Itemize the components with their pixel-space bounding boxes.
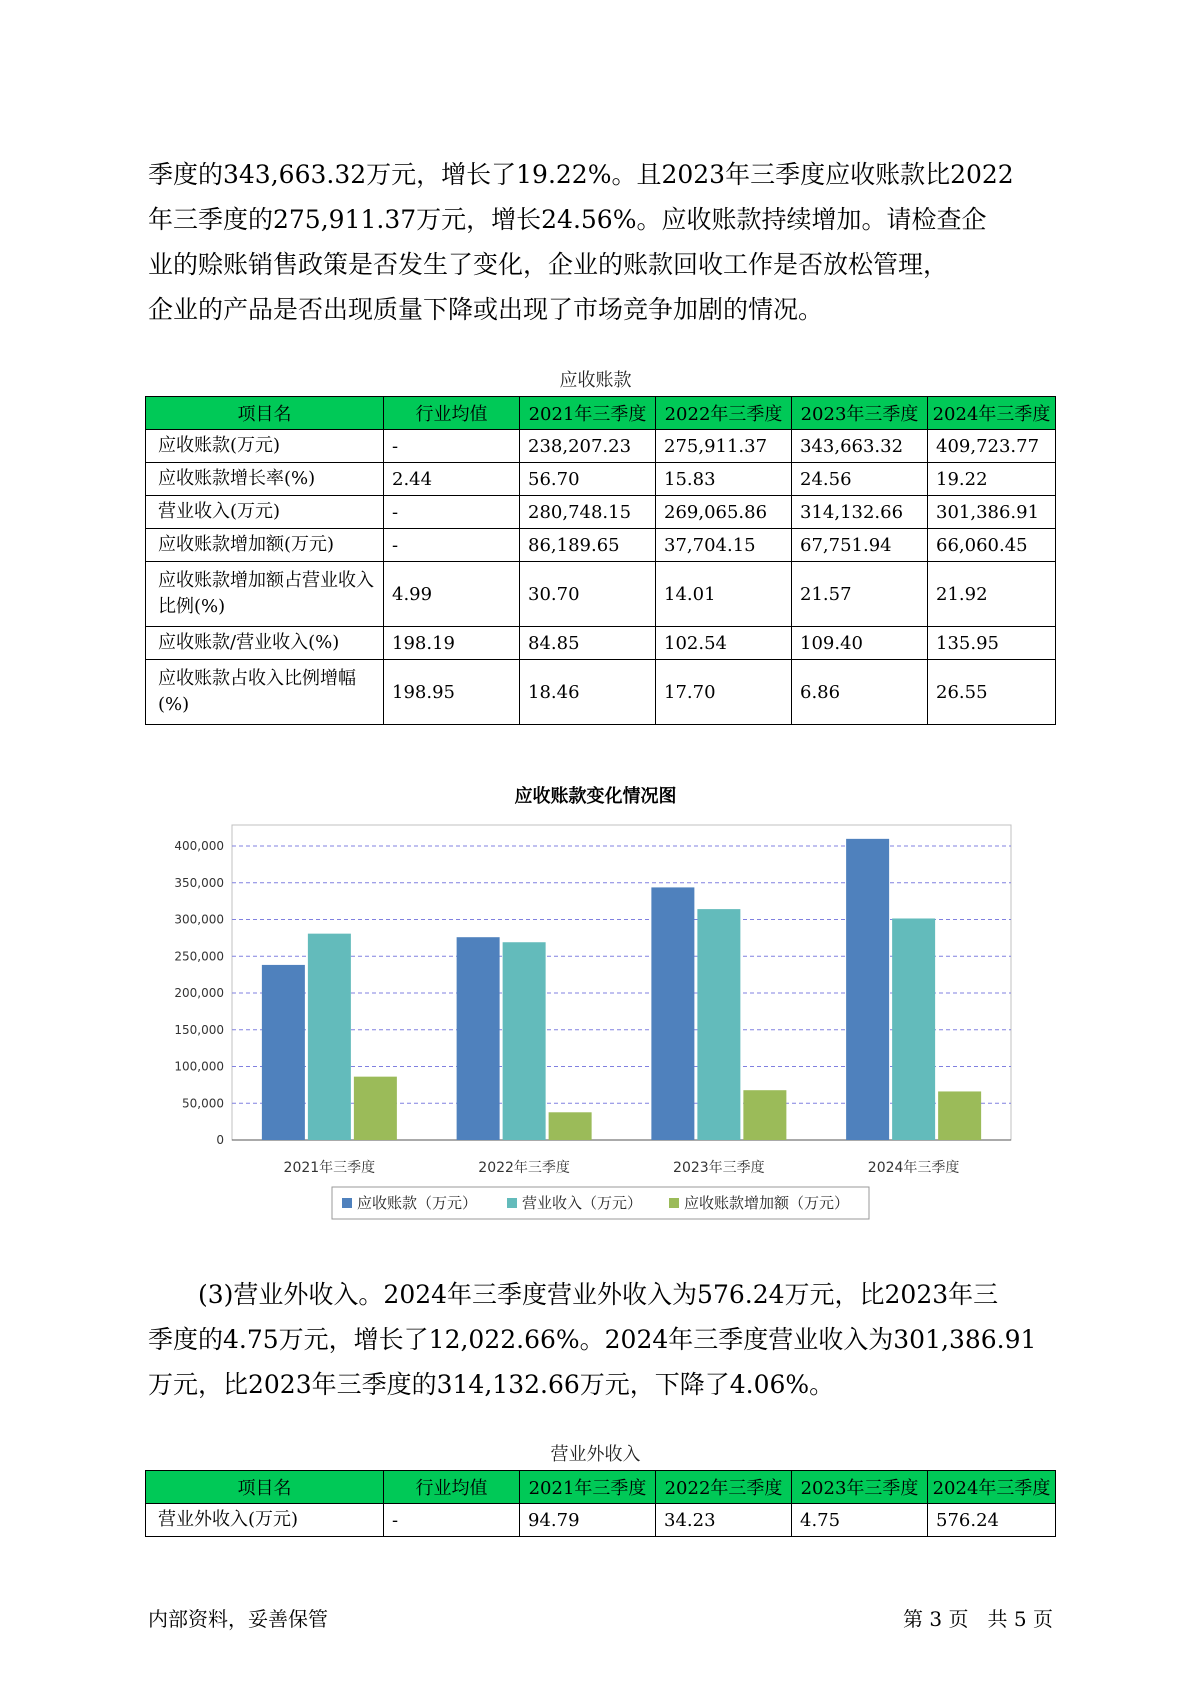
table-cell: 269,065.86 (656, 496, 792, 529)
paragraph-line: 企业的产品是否出现质量下降或出现了市场竞争加剧的情况。 (148, 295, 824, 324)
table-cell: 6.86 (792, 660, 928, 725)
table-cell: - (384, 430, 520, 463)
y-tick-label: 50,000 (182, 1096, 224, 1111)
header-cell: 2022年三季度 (656, 1471, 792, 1504)
table-cell: 37,704.15 (656, 529, 792, 562)
table-cell: 102.54 (656, 627, 792, 660)
table-cell: 135.95 (928, 627, 1056, 660)
table-cell: 84.85 (520, 627, 656, 660)
legend-swatch (507, 1198, 517, 1208)
paragraph-line: 季度的4.75万元，增长了12,022.66%。2024年三季度营业收入为301,386.91 (148, 1325, 1037, 1354)
row-label: 应收账款占收入比例增幅(%) (146, 660, 384, 725)
table-cell: - (384, 1504, 520, 1537)
bar (846, 839, 889, 1140)
table-cell: 56.70 (520, 463, 656, 496)
table-cell: - (384, 496, 520, 529)
bar (503, 942, 546, 1140)
table-cell: 66,060.45 (928, 529, 1056, 562)
legend-swatch (342, 1198, 352, 1208)
table-cell: 86,189.65 (520, 529, 656, 562)
table-cell: 18.46 (520, 660, 656, 725)
legend-label: 应收账款（万元） (357, 1194, 478, 1212)
bar (308, 934, 351, 1140)
paragraph-line: 万元，比2023年三季度的314,132.66万元，下降了4.06%。 (148, 1370, 835, 1399)
row-label: 应收账款增长率(%) (146, 463, 384, 496)
bar (651, 887, 694, 1140)
table-cell: - (384, 529, 520, 562)
legend-label: 营业收入（万元） (522, 1194, 643, 1212)
y-tick-label: 400,000 (174, 839, 224, 853)
header-cell: 2021年三季度 (520, 1471, 656, 1504)
x-tick-label: 2022年三季度 (478, 1160, 570, 1176)
table-cell: 238,207.23 (520, 430, 656, 463)
x-tick-label: 2024年三季度 (867, 1160, 960, 1176)
row-label: 应收账款增加额(万元) (146, 529, 384, 562)
table-cell: 67,751.94 (792, 529, 928, 562)
paragraph-line: (3)营业外收入。2024年三季度营业外收入为576.24万元，比2023年三 (198, 1280, 999, 1309)
legend-swatch (669, 1198, 679, 1208)
row-label: 营业外收入(万元) (146, 1504, 384, 1537)
bar (262, 965, 305, 1140)
paragraph-line: 年三季度的275,911.37万元，增长24.56%。应收账款持续增加。请检查企 (148, 205, 987, 234)
table-cell: 409,723.77 (928, 430, 1056, 463)
table-cell: 21.57 (792, 562, 928, 627)
row-label: 应收账款(万元) (146, 430, 384, 463)
chart-title: 应收账款变化情况图 (514, 786, 677, 807)
table-cell: 17.70 (656, 660, 792, 725)
table-cell: 314,132.66 (792, 496, 928, 529)
table-caption-non-operating-income: 营业外收入 (550, 1444, 641, 1465)
table-caption-receivables: 应收账款 (559, 370, 632, 391)
header-cell: 2024年三季度 (928, 397, 1056, 430)
bar (892, 918, 935, 1140)
bar (938, 1091, 981, 1140)
header-cell: 行业均值 (384, 1471, 520, 1504)
table-cell: 4.75 (792, 1504, 928, 1537)
y-tick-label: 250,000 (174, 949, 224, 964)
table-cell: 21.92 (928, 562, 1056, 627)
footer-confidential: 内部资料，妥善保管 (148, 1607, 328, 1631)
header-cell: 项目名 (146, 397, 384, 430)
table-cell: 30.70 (520, 562, 656, 627)
table-header-row (146, 1471, 1056, 1504)
bar (549, 1112, 592, 1140)
bar (697, 909, 740, 1140)
table-cell: 109.40 (792, 627, 928, 660)
y-tick-label: 300,000 (174, 912, 224, 927)
y-tick-label: 200,000 (174, 986, 224, 1000)
paragraph-line: 业的赊账销售政策是否发生了变化，企业的账款回收工作是否放松管理， (148, 250, 949, 279)
table-cell: 275,911.37 (656, 430, 792, 463)
bar (457, 937, 500, 1140)
paragraph-non-operating-income (148, 1272, 1053, 1407)
row-label: 应收账款增加额占营业收入比例(%) (146, 562, 384, 627)
table-cell: 4.99 (384, 562, 520, 627)
header-cell: 项目名 (146, 1471, 384, 1504)
table-cell: 19.22 (928, 463, 1056, 496)
header-cell: 2024年三季度 (928, 1471, 1056, 1504)
table-cell: 576.24 (928, 1504, 1056, 1537)
footer-page-number: 第 3 页 共 5 页 (903, 1607, 1053, 1631)
table-cell: 15.83 (656, 463, 792, 496)
table-cell: 301,386.91 (928, 496, 1056, 529)
paragraph-line: 季度的343,663.32万元，增长了19.22%。且2023年三季度应收账款比2022 (148, 160, 1014, 189)
table-cell: 26.55 (928, 660, 1056, 725)
table-cell: 14.01 (656, 562, 792, 627)
legend-label: 应收账款增加额（万元） (684, 1194, 850, 1212)
table-row (146, 1504, 1056, 1537)
x-tick-label: 2023年三季度 (673, 1160, 765, 1176)
row-label: 营业收入(万元) (146, 496, 384, 529)
y-tick-label: 0 (216, 1133, 224, 1147)
y-tick-label: 350,000 (174, 875, 224, 890)
header-cell: 2023年三季度 (792, 1471, 928, 1504)
table-cell: 280,748.15 (520, 496, 656, 529)
header-cell: 2023年三季度 (792, 397, 928, 430)
table-cell: 198.95 (384, 660, 520, 725)
table-cell: 24.56 (792, 463, 928, 496)
table-cell: 2.44 (384, 463, 520, 496)
y-tick-label: 150,000 (174, 1022, 224, 1037)
non-operating-income-table (145, 1470, 1056, 1537)
header-cell: 行业均值 (384, 397, 520, 430)
bar (354, 1077, 397, 1140)
table-cell: 198.19 (384, 627, 520, 660)
x-tick-label: 2021年三季度 (283, 1160, 376, 1176)
row-label: 应收账款/营业收入(%) (146, 627, 384, 660)
bar (743, 1090, 786, 1140)
table-cell: 34.23 (656, 1504, 792, 1537)
table-cell: 343,663.32 (792, 430, 928, 463)
header-cell: 2021年三季度 (520, 397, 656, 430)
header-cell: 2022年三季度 (656, 397, 792, 430)
y-tick-label: 100,000 (174, 1059, 224, 1074)
table-cell: 94.79 (520, 1504, 656, 1537)
